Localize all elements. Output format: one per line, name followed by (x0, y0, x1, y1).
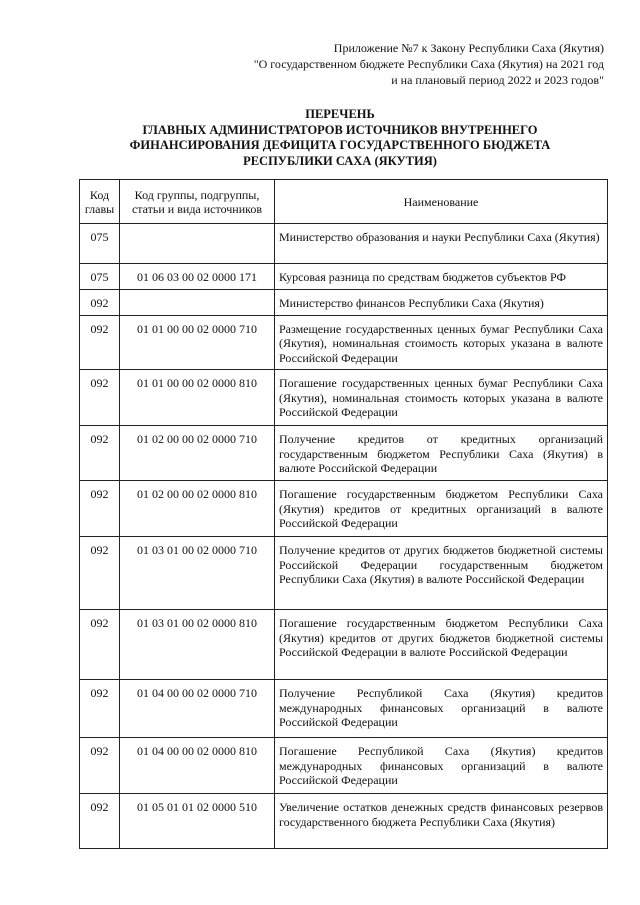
cell-chapter-code: 092 (80, 315, 120, 370)
cell-name: Погашение государственных ценных бумаг Республики Саха (Якутия), номинальная стоимость которых указана в валюте Российской Федерации (275, 370, 608, 426)
cell-source-code: 01 03 01 00 02 0000 810 (120, 610, 275, 680)
appendix-header (254, 40, 604, 88)
cell-source-code: 01 03 01 00 02 0000 710 (120, 537, 275, 610)
header-chapter-line1: Код (89, 187, 110, 202)
title-line: ФИНАНСИРОВАНИЯ ДЕФИЦИТА ГОСУДАРСТВЕННОГО БЮДЖЕТА (129, 138, 551, 152)
cell-chapter-code: 092 (80, 481, 120, 537)
table-row (80, 264, 608, 290)
appendix-line: Приложение №7 к Закону Республики Саха (Якутия) (333, 41, 604, 55)
cell-chapter-code: 075 (80, 224, 120, 264)
cell-source-code: 01 06 03 00 02 0000 171 (120, 264, 275, 290)
cell-name: Министерство финансов Республики Саха (Якутия) (275, 290, 608, 316)
table-row (80, 370, 608, 426)
table-row (80, 290, 608, 316)
document-title (60, 107, 620, 169)
table-header-row (80, 180, 608, 224)
table-row (80, 426, 608, 481)
header-chapter-line2: главы (84, 201, 115, 216)
cell-source-code: 01 04 00 00 02 0000 710 (120, 680, 275, 738)
title-line: ГЛАВНЫХ АДМИНИСТРАТОРОВ ИСТОЧНИКОВ ВНУТРЕННЕГО (142, 122, 538, 137)
appendix-line: "О государственном бюджете Республики Саха (Якутия) на 2021 год (253, 57, 604, 71)
table-row (80, 680, 608, 738)
table-body (80, 224, 608, 849)
table-row (80, 610, 608, 680)
cell-source-code: 01 05 01 01 02 0000 510 (120, 794, 275, 849)
cell-chapter-code: 092 (80, 794, 120, 849)
table-row (80, 537, 608, 610)
cell-name: Министерство образования и науки Республики Саха (Якутия) (275, 224, 608, 264)
header-name-label: Наименование (403, 194, 479, 209)
cell-chapter-code: 092 (80, 426, 120, 481)
appendix-line: и на плановый период 2022 и 2023 годов" (391, 73, 604, 87)
cell-source-code: 01 01 00 00 02 0000 810 (120, 370, 275, 426)
cell-name: Получение кредитов от кредитных организаций государственным бюджетом Республики Саха (Якутия) в валюте Российской Федерации (275, 426, 608, 481)
cell-name: Увеличение остатков денежных средств финансовых резервов государственного бюджета Республики Саха (Якутия) (275, 794, 608, 849)
header-code-line2: статьи и вида источников (131, 201, 263, 216)
cell-chapter-code: 092 (80, 290, 120, 316)
cell-source-code: 01 04 00 00 02 0000 810 (120, 738, 275, 794)
cell-name: Погашение государственным бюджетом Республики Саха (Якутия) кредитов от кредитных организаций в валюте Российской Федерации (275, 481, 608, 537)
cell-chapter-code: 092 (80, 738, 120, 794)
cell-chapter-code: 092 (80, 537, 120, 610)
table-row (80, 315, 608, 370)
title-line: ПЕРЕЧЕНЬ (305, 107, 375, 121)
cell-name: Погашение государственным бюджетом Республики Саха (Якутия) кредитов от других бюджетов бюджетной системы Российской Федерации в валюте Российской Федерации (275, 610, 608, 680)
header-source-code (120, 180, 275, 224)
table-row (80, 738, 608, 794)
cell-source-code: 01 02 00 00 02 0000 810 (120, 481, 275, 537)
cell-chapter-code: 092 (80, 610, 120, 680)
cell-name: Курсовая разница по средствам бюджетов субъектов РФ (275, 264, 608, 290)
administrators-table (79, 179, 608, 849)
table-row (80, 794, 608, 849)
cell-source-code: 01 02 00 00 02 0000 710 (120, 426, 275, 481)
cell-name: Погашение Республикой Саха (Якутия) кредитов международных финансовых организаций в валюте Российской Федерации (275, 738, 608, 794)
title-line: РЕСПУБЛИКИ САХА (ЯКУТИЯ) (243, 153, 437, 168)
header-code-line1: Код группы, подгруппы, (134, 187, 260, 202)
cell-chapter-code: 075 (80, 264, 120, 290)
cell-source-code: 01 01 00 00 02 0000 710 (120, 315, 275, 370)
cell-chapter-code: 092 (80, 370, 120, 426)
cell-chapter-code: 092 (80, 680, 120, 738)
cell-source-code (120, 224, 275, 264)
header-chapter-code (80, 180, 120, 224)
cell-name: Получение Республикой Саха (Якутия) кредитов международных финансовых организаций в валюте Российской Федерации (275, 680, 608, 738)
table-row (80, 481, 608, 537)
cell-name: Размещение государственных ценных бумаг Республики Саха (Якутия), номинальная стоимость которых указана в валюте Российской Федерации (275, 315, 608, 370)
cell-source-code (120, 290, 275, 316)
table-row (80, 224, 608, 264)
header-name (275, 180, 608, 224)
cell-name: Получение кредитов от других бюджетов бюджетной системы Российской Федерации государственным бюджетом Республики Саха (Якутия) в валюте Российской Федерации (275, 537, 608, 610)
